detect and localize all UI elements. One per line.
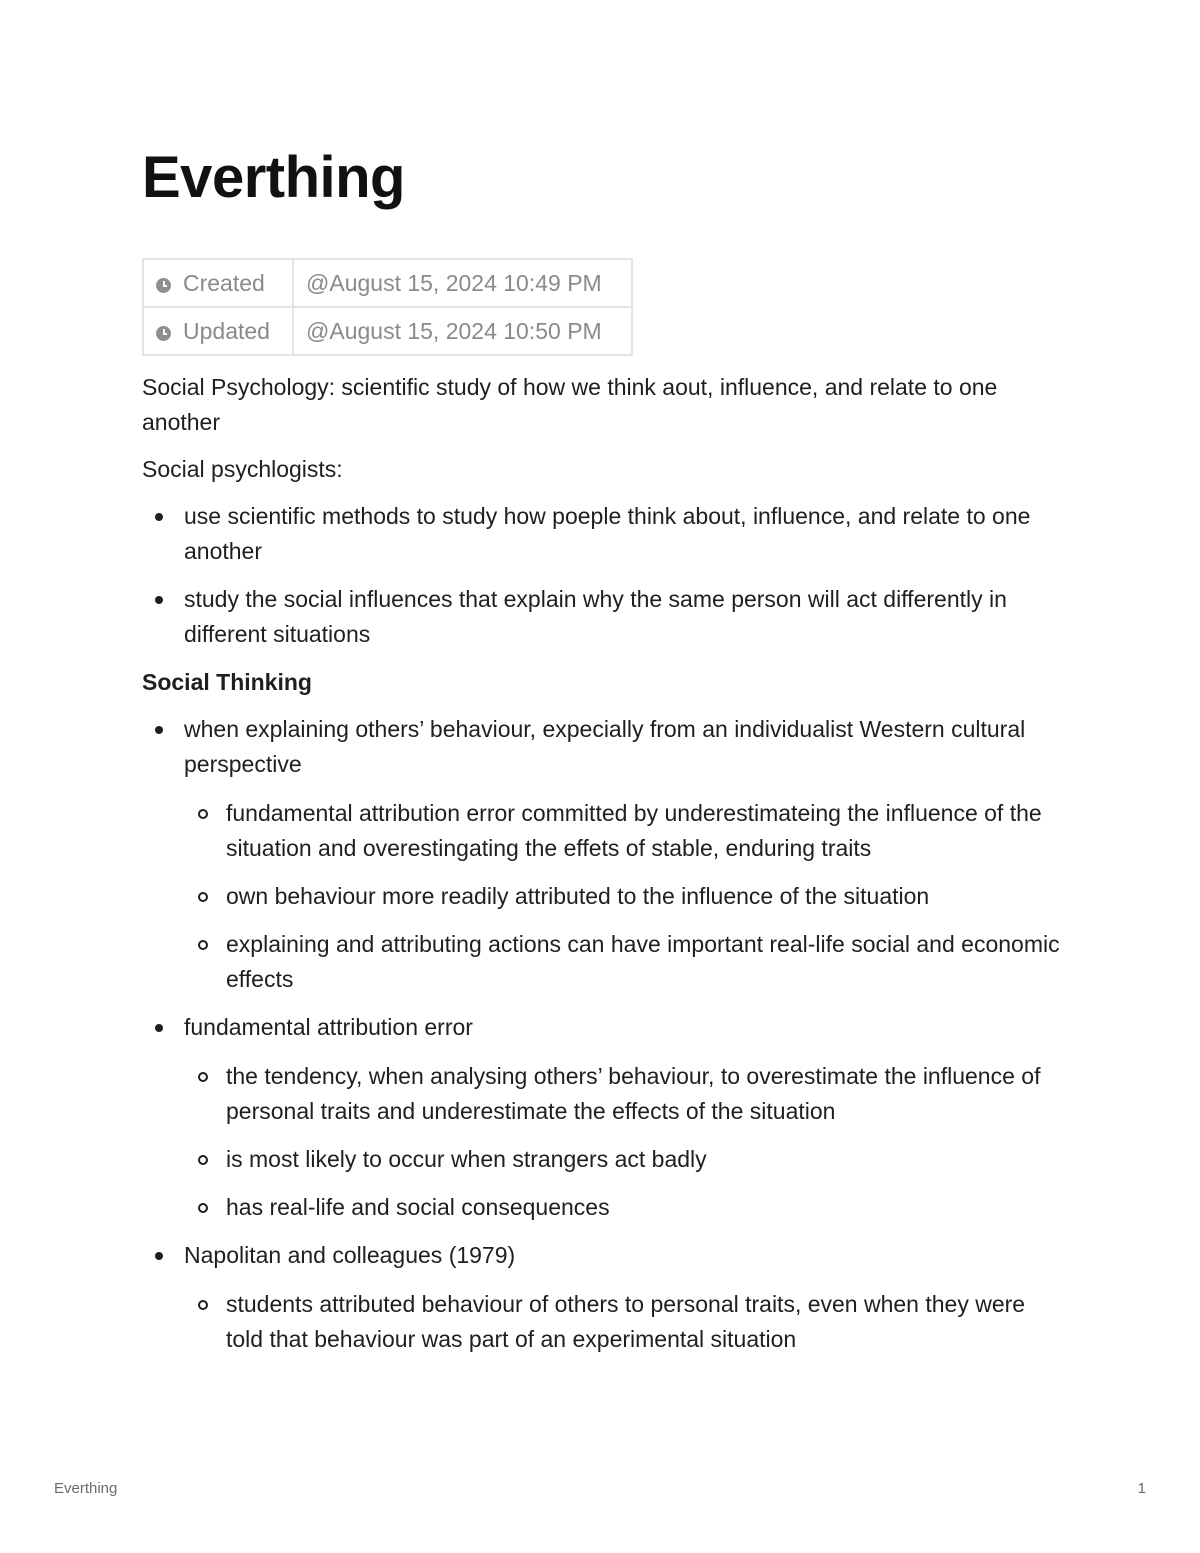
psychologists-list — [142, 499, 1062, 652]
sub-list-item-text: is most likely to occur when strangers act badly — [226, 1146, 707, 1172]
property-name-cell — [143, 307, 293, 355]
hollow-bullet-icon — [198, 1155, 208, 1165]
sub-list-item — [184, 927, 1062, 997]
list-item — [142, 499, 1062, 569]
sub-list-item-text: fundamental attribution error committed by underestimateing the influence of the situation and overestingating the effets of stable, enduring traits — [226, 800, 1042, 861]
list-item-text: use scientific methods to study how poeple think about, influence, and relate to one another — [184, 503, 1031, 564]
footer-page-number: 1 — [1137, 1480, 1146, 1497]
sub-list-item — [184, 879, 1062, 914]
list-item-text: when explaining others’ behaviour, expecially from an individualist Western cultural perspective — [184, 716, 1026, 777]
sub-list — [184, 1287, 1062, 1357]
sub-list-item-text: has real-life and social consequences — [226, 1194, 610, 1220]
hollow-bullet-icon — [198, 1203, 208, 1213]
bullet-icon — [155, 1252, 163, 1260]
footer-doc-name: Everthing — [54, 1480, 118, 1497]
property-row-created — [143, 259, 632, 307]
bullet-icon — [155, 726, 163, 734]
properties-table — [142, 258, 633, 356]
document-body — [142, 370, 1062, 1370]
property-name: Updated — [183, 317, 270, 344]
sub-list — [184, 1059, 1062, 1225]
list-item-text: study the social influences that explain why the same person will act differently in different situations — [184, 586, 1007, 647]
property-name: Created — [183, 269, 265, 296]
sub-list-item — [184, 1287, 1062, 1357]
bullet-icon — [155, 513, 163, 521]
clock-icon — [156, 278, 171, 293]
property-name-cell — [143, 259, 293, 307]
bullet-icon — [155, 596, 163, 604]
hollow-bullet-icon — [198, 1300, 208, 1310]
sub-list-item — [184, 1059, 1062, 1129]
property-value[interactable]: @August 15, 2024 10:49 PM — [293, 259, 632, 307]
hollow-bullet-icon — [198, 892, 208, 902]
clock-icon — [156, 326, 171, 341]
definition-paragraph: Social Psychology: scientific study of how we think aout, influence, and relate to one another — [142, 374, 998, 435]
list-item — [142, 582, 1062, 652]
list-item-text: Napolitan and colleagues (1979) — [184, 1242, 516, 1268]
sub-list — [184, 796, 1062, 997]
sub-list-item-text: the tendency, when analysing others’ behaviour, to overestimate the influence of personal traits and underestimate the effects of the situation — [226, 1063, 1041, 1124]
property-value[interactable]: @August 15, 2024 10:50 PM — [293, 307, 632, 355]
list-item-text: fundamental attribution error — [184, 1014, 473, 1040]
property-row-updated — [143, 307, 632, 355]
sub-list-item-text: students attributed behaviour of others to personal traits, even when they were told that behaviour was part of an experimental situation — [226, 1291, 1026, 1352]
hollow-bullet-icon — [198, 940, 208, 950]
social-thinking-list — [142, 712, 1062, 1357]
page-title: Everthing — [142, 145, 405, 210]
hollow-bullet-icon — [198, 809, 208, 819]
section-heading: Social Thinking — [142, 669, 312, 695]
psychologists-label: Social psychlogists: — [142, 456, 343, 482]
list-item — [142, 712, 1062, 997]
sub-list-item — [184, 796, 1062, 866]
sub-list-item-text: explaining and attributing actions can have important real-life social and economic effects — [226, 931, 1060, 992]
list-item — [142, 1010, 1062, 1225]
list-item — [142, 1238, 1062, 1357]
sub-list-item — [184, 1142, 1062, 1177]
bullet-icon — [155, 1024, 163, 1032]
sub-list-item-text: own behaviour more readily attributed to the influence of the situation — [226, 883, 930, 909]
sub-list-item — [184, 1190, 1062, 1225]
hollow-bullet-icon — [198, 1072, 208, 1082]
